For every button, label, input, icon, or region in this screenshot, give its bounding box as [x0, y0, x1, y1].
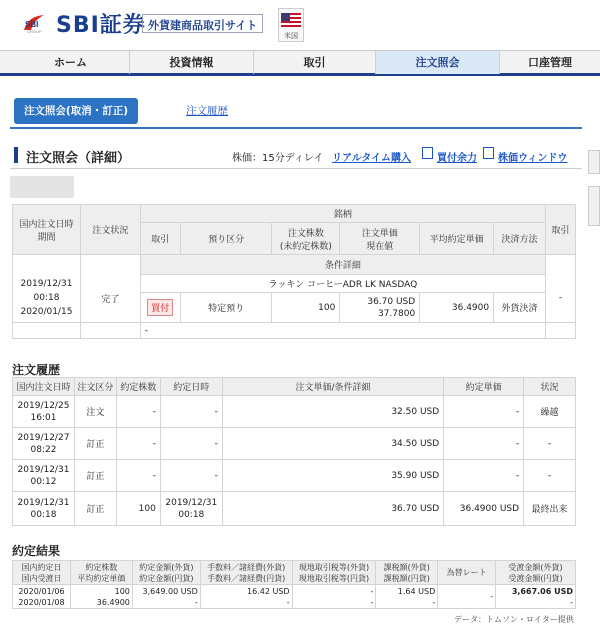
- detail-header-custody: 預り区分: [180, 223, 272, 255]
- redacted-account-info: [10, 176, 74, 198]
- detail-date-cell: 2019/12/31 00:18 2020/01/15: [13, 275, 81, 323]
- page-title: 注文照会（詳細）: [26, 151, 131, 166]
- order-detail-table: [12, 204, 576, 339]
- detail-price-cell: 36.70 USD 37.7800: [340, 293, 420, 323]
- site-header: [0, 0, 600, 50]
- history-header: 注文区分: [74, 378, 116, 396]
- detail-custody-cell: 特定預り: [180, 293, 272, 323]
- subtab-order-inquiry-cancel[interactable]: 注文照会(取消・訂正): [14, 98, 138, 124]
- delay-notice: 株価：15分ディレイ: [232, 153, 324, 164]
- buy-badge: 買付: [147, 299, 173, 316]
- history-header: 約定単価: [444, 378, 524, 396]
- history-header: 注文単価/条件詳細: [222, 378, 443, 396]
- detail-header-date: 国内注文日時 期間: [13, 205, 81, 255]
- history-header: 状況: [524, 378, 576, 396]
- nav-order-inquiry[interactable]: 注文照会: [376, 51, 500, 74]
- table-row: 2019/12/27 08:22 訂正 - - 34.50 USD - -: [13, 428, 576, 460]
- detail-avg-cell: 36.4900: [420, 293, 494, 323]
- chart-icon[interactable]: [483, 147, 494, 159]
- detail-header-settle: 決済方法: [494, 223, 546, 255]
- detail-conditions-cell: -: [140, 323, 545, 339]
- title-accent: [14, 147, 18, 163]
- table-row: 2019/12/31 00:12 訂正 - - 35.90 USD - -: [13, 460, 576, 492]
- table-row: 2020/01/06 2020/01/08 100 36.4900 3,649.00 USD - 16.42 USD - - - 1.64 USD - - 3,667.06 USD -: [13, 585, 576, 609]
- table-row: 2019/12/25 16:01 注文 - - 32.50 USD - 繰越: [13, 396, 576, 428]
- detail-header-cancel: 取引: [545, 205, 575, 255]
- detail-header-avg: 平均約定単価: [420, 223, 494, 255]
- stock-window-link[interactable]: 株価ウィンドウ: [498, 153, 568, 164]
- detail-cancel-cell: -: [545, 275, 575, 323]
- detail-header-status: 注文状況: [80, 205, 140, 255]
- history-title: 注文履歴: [12, 363, 61, 377]
- nav-home[interactable]: ホーム: [12, 51, 130, 74]
- subtab-order-history[interactable]: 注文履歴: [186, 105, 228, 117]
- main-nav: [0, 50, 600, 76]
- subtab-divider: [10, 127, 582, 129]
- order-history-table: [12, 377, 576, 526]
- result-title: 約定結果: [12, 544, 61, 558]
- nav-trade[interactable]: 取引: [254, 51, 376, 74]
- detail-header-conditions: 条件詳細: [140, 255, 545, 275]
- history-header: 約定株数: [116, 378, 160, 396]
- history-header: 国内注文日時: [13, 378, 75, 396]
- market-label: 米国: [284, 32, 298, 40]
- execution-result-table: 国内約定日 国内受渡日 約定株数 平均約定単価 約定金額(外貨) 約定金額(円貨) 手数料／諸経費(外貨) 手数料／諸経費(円貨) 現地取引税等(外貨) 現地取引税等(円貨) 課税額(外貨) 課税額(円貨) 為替レート 受渡金額(外貨) 受渡金額(円貨) 2020/01/06 2020/01/08 100 36.4900 3,649.00 USD - 16.42 USD - - - 1.64 USD - - 3,667.06 USD -: [12, 560, 576, 609]
- detail-settle-cell: 外貨決済: [494, 293, 546, 323]
- data-source-note: データ：トムソン・ロイター提供: [454, 615, 574, 624]
- sbi-logo-icon[interactable]: [22, 12, 48, 34]
- history-header: 約定日時: [160, 378, 222, 396]
- detail-header-qty: 注文株数 (未約定株数): [272, 223, 340, 255]
- logo-sub-text: GROUP: [27, 29, 42, 34]
- title-rule: [10, 168, 582, 169]
- realtime-purchase-link[interactable]: リアルタイム購入: [332, 153, 411, 164]
- detail-trade-cell: [140, 293, 180, 323]
- logo-mark-text: SBI: [25, 20, 39, 29]
- detail-header-trade: 取引: [140, 223, 180, 255]
- nav-investment-info[interactable]: 投資情報: [130, 51, 254, 74]
- buying-power-link[interactable]: 買付余力: [437, 153, 477, 164]
- nav-account[interactable]: 口座管理: [528, 56, 572, 69]
- side-panel-tab[interactable]: [588, 150, 600, 174]
- table-row: 2019/12/31 00:18 訂正 100 2019/12/31 00:18 36.70 USD 36.4900 USD 最終出来: [13, 492, 576, 526]
- detail-header-issue: 銘柄: [140, 205, 545, 223]
- logo-text[interactable]: SBI証券: [56, 13, 146, 38]
- detail-header-price: 注文単価 現在値: [340, 223, 420, 255]
- detail-issue-name: ラッキン コーヒーADR LK NASDAQ: [140, 275, 545, 293]
- calculator-icon[interactable]: [422, 147, 433, 159]
- detail-status-cell: 完了: [80, 275, 140, 323]
- site-name: 外貨建商品取引サイト: [142, 14, 263, 33]
- side-panel-tab[interactable]: [588, 186, 600, 226]
- detail-qty-cell: 100: [272, 293, 340, 323]
